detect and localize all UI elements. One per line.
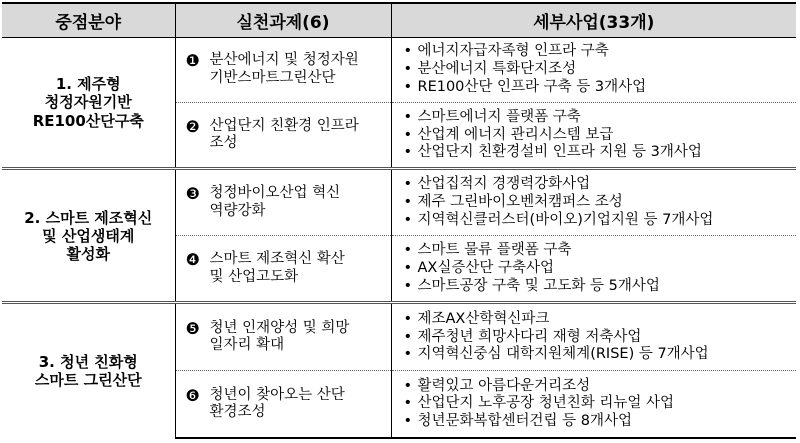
task-line: 조성 [209,135,238,152]
detail-item: • 활력있고 아름다운거리조성 [403,377,591,394]
detail-item: • 스마트공장 구축 및 고도화 등 5개사업 [403,277,660,294]
bullet-icon: • [403,260,413,277]
detail-list-5 [391,303,796,371]
bullet-icon: • [403,413,413,430]
area-line: 스마트 그린산단 [34,371,142,390]
detail-item: • 산업단지 친환경설비 인프라 지원 등 3개사업 [403,144,702,161]
task-5 [175,303,391,371]
area-line: RE100산단구축 [32,111,144,130]
detail-item: • 지역혁신클러스터(바이오)기업지원 등 7개사업 [403,211,714,228]
detail-item: • RE100산단 인프라 구축 등 3개사업 [403,78,647,95]
bullet-icon: • [403,61,413,78]
task-line: 및 산업고도화 [209,268,299,285]
task-line: 청정바이오산업 혁신 [209,185,341,202]
detail-list-2 [391,103,796,169]
detail-item: • 스마트에너지 플랫폼 구축 [403,108,581,125]
task-3 [175,169,391,236]
task-6 [175,371,391,438]
header-area: 중점분야 [2,3,175,37]
focus-area-1 [2,37,175,169]
detail-item: • 제주청년 희망사다리 재형 저축사업 [403,328,642,345]
task-2 [175,103,391,169]
task-line: 환경조성 [209,404,266,421]
bullet-icon: • [403,395,413,412]
bullet-icon: • [403,43,413,60]
task-line: 산업단지 친환경 인프라 [209,117,359,134]
area-line: 1. 제주형 [55,75,121,94]
plan-table [2,2,796,439]
bullet-icon: • [403,211,413,228]
bullet-icon: • [403,377,413,394]
detail-list-1 [391,37,796,103]
task-row [2,303,796,371]
area-line: 3. 청년 친화형 [38,352,138,371]
bullet-icon: • [403,277,413,294]
task-number-icon: ❺ [185,318,200,338]
bullet-icon: • [403,78,413,95]
detail-item: • 지역혁신중심 대학지원체계(RISE) 등 7개사업 [403,346,709,363]
area-line: 및 산업생태계 [42,226,135,245]
bullet-icon: • [403,310,413,327]
detail-item: • 산업계 에너지 관리시스템 보급 [403,126,614,143]
bullet-icon: • [403,144,413,161]
detail-list-3 [391,169,796,236]
task-4 [175,236,391,303]
focus-area-2 [2,169,175,303]
detail-item: • AX실증산단 구축사업 [403,260,555,277]
task-row [2,37,796,103]
task-number-icon: ❹ [185,250,200,270]
bullet-icon: • [403,346,413,363]
detail-item: • 산업단지 노후공장 청년친화 리뉴얼 사업 [403,395,675,412]
focus-area-3 [2,303,175,438]
header-row [2,3,796,37]
area-line: 2. 스마트 제조혁신 [24,208,153,227]
task-line: 일자리 확대 [209,337,285,354]
task-line: 청년 인재양성 및 희망 [209,319,350,336]
detail-item: • 청년문화복합센터건립 등 8개사업 [403,413,633,430]
detail-item: • 제주 그린바이오벤처캠퍼스 조성 [403,194,623,211]
bullet-icon: • [403,176,413,193]
detail-list-6 [391,371,796,438]
bullet-icon: • [403,194,413,211]
detail-item: • 스마트 물류 플랫폼 구축 [403,242,572,259]
task-number-icon: ❶ [185,51,200,71]
task-number-icon: ❷ [185,116,200,136]
task-line: 스마트 제조혁신 확산 [209,251,345,268]
area-line: 활성화 [66,245,110,264]
task-number-icon: ❸ [185,184,200,204]
detail-item: • 산업집적지 경쟁력강화사업 [403,176,591,193]
detail-item: • 제조AX산학혁신파크 [403,310,550,327]
header-project: 세부사업(33개) [391,3,796,37]
detail-item: • 에너지자급자족형 인프라 구축 [403,43,609,60]
detail-list-4 [391,236,796,303]
task-row [2,169,796,236]
task-line: 분산에너지 및 청정자원 [209,52,359,69]
bullet-icon: • [403,328,413,345]
task-line: 기반스마트그린산단 [209,69,336,86]
area-line: 청정자원기반 [44,93,132,112]
bullet-icon: • [403,242,413,259]
task-line: 청년이 찾아오는 산단 [209,386,345,403]
bullet-icon: • [403,108,413,125]
task-line: 역량강화 [209,202,266,219]
header-task: 실천과제(6) [175,3,391,37]
detail-item: • 분산에너지 특화단지조성 [403,61,577,78]
bullet-icon: • [403,126,413,143]
task-1 [175,37,391,103]
task-number-icon: ❻ [185,385,200,405]
